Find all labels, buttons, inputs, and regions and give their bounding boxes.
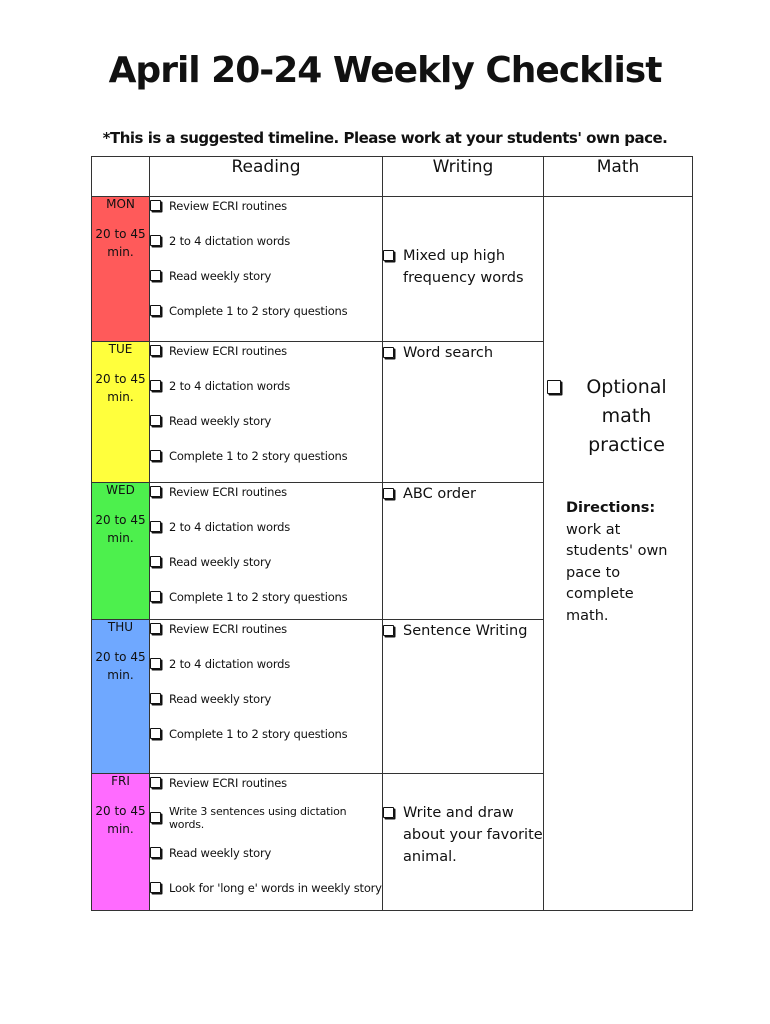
checklist-item[interactable]: ABC order [383, 483, 543, 505]
checkbox-icon[interactable] [383, 347, 394, 358]
checkbox-icon[interactable] [150, 235, 161, 246]
checklist-item[interactable]: Write 3 sentences using dictation words. [150, 800, 382, 835]
checkbox-icon[interactable] [547, 380, 561, 394]
checklist-item[interactable]: 2 to 4 dictation words [150, 509, 382, 544]
checklist-item[interactable]: 2 to 4 dictation words [150, 223, 382, 258]
checkbox-icon[interactable] [150, 380, 161, 391]
checklist-item[interactable]: Read weekly story [150, 258, 382, 293]
page-title: April 20-24 Weekly Checklist [108, 50, 662, 91]
checkbox-icon[interactable] [150, 658, 161, 669]
checklist-table [91, 156, 693, 911]
checklist-item[interactable]: Complete 1 to 2 story questions [150, 438, 382, 473]
directions-label: Directions: [566, 500, 656, 516]
day-name: TUE [108, 342, 133, 356]
checklist-item[interactable]: Review ECRI routines [150, 333, 382, 368]
reading-cell-mon [150, 197, 383, 342]
checklist-item[interactable]: Complete 1 to 2 story questions [150, 716, 382, 751]
day-time: 20 to 45 min. [95, 804, 146, 836]
checkbox-icon[interactable] [150, 486, 161, 497]
reading-cell-fri [150, 774, 383, 911]
checklist-item[interactable]: Read weekly story [150, 403, 382, 438]
corner-cell [92, 157, 150, 197]
day-name: MON [106, 197, 135, 211]
column-header-reading: Reading [150, 157, 383, 197]
checkbox-icon[interactable] [383, 250, 394, 261]
day-time: 20 to 45 min. [95, 650, 146, 682]
checkbox-icon[interactable] [150, 521, 161, 532]
checkbox-icon[interactable] [150, 812, 161, 823]
day-name: WED [106, 483, 135, 497]
day-name: FRI [111, 774, 130, 788]
day-time: 20 to 45 min. [95, 227, 146, 259]
checkbox-icon[interactable] [150, 345, 161, 356]
checkbox-icon[interactable] [150, 777, 161, 788]
checklist-item[interactable]: Review ECRI routines [150, 611, 382, 646]
checkbox-icon[interactable] [150, 556, 161, 567]
checkbox-icon[interactable] [150, 591, 161, 602]
page-subtitle: *This is a suggested timeline. Please work at your students' own pace. [102, 129, 668, 147]
checkbox-icon[interactable] [150, 728, 161, 739]
math-directions [544, 460, 692, 627]
writing-cell-mon [383, 197, 544, 342]
checkbox-icon[interactable] [150, 415, 161, 426]
day-cell-thu [92, 620, 150, 774]
checkbox-icon[interactable] [383, 625, 394, 636]
directions-text: work at students' own pace to complete math. [566, 521, 668, 624]
day-time: 20 to 45 min. [95, 513, 146, 545]
checkbox-icon[interactable] [150, 882, 161, 893]
reading-cell-thu [150, 620, 383, 774]
checklist-item[interactable]: Read weekly story [150, 544, 382, 579]
checklist-item[interactable]: Read weekly story [150, 681, 382, 716]
checklist-item[interactable]: Word search [383, 342, 543, 364]
math-option-label: Optional math practice [586, 376, 667, 456]
checklist-item[interactable]: 2 to 4 dictation words [150, 646, 382, 681]
checklist-item[interactable]: Mixed up high frequency words [383, 245, 543, 289]
day-time: 20 to 45 min. [95, 372, 146, 404]
writing-cell-tue [383, 342, 544, 483]
day-name: THU [107, 620, 134, 634]
checkbox-icon[interactable] [150, 270, 161, 281]
day-row-mon [92, 197, 693, 342]
checkbox-icon[interactable] [150, 450, 161, 461]
writing-cell-thu [383, 620, 544, 774]
checklist-item[interactable]: Complete 1 to 2 story questions [150, 579, 382, 614]
checkbox-icon[interactable] [150, 623, 161, 634]
checkbox-icon[interactable] [150, 693, 161, 704]
checklist-item[interactable]: 2 to 4 dictation words [150, 368, 382, 403]
checkbox-icon[interactable] [150, 305, 161, 316]
column-header-writing: Writing [383, 157, 544, 197]
checklist-item[interactable]: Review ECRI routines [150, 765, 382, 800]
day-cell-wed [92, 483, 150, 620]
math-option-item[interactable] [544, 373, 692, 460]
checklist-item[interactable]: Read weekly story [150, 835, 382, 870]
column-header-math: Math [544, 157, 693, 197]
checkbox-icon[interactable] [383, 488, 394, 499]
day-cell-tue [92, 342, 150, 483]
checkbox-icon[interactable] [150, 847, 161, 858]
checkbox-icon[interactable] [383, 807, 394, 818]
checkbox-icon[interactable] [150, 200, 161, 211]
math-cell [544, 197, 693, 911]
checklist-item[interactable]: Review ECRI routines [150, 474, 382, 509]
checklist-item[interactable]: Look for 'long e' words in weekly story [150, 870, 382, 905]
checklist-item[interactable]: Complete 1 to 2 story questions [150, 293, 382, 328]
reading-cell-tue [150, 342, 383, 483]
writing-cell-fri [383, 774, 544, 911]
checklist-item[interactable]: Review ECRI routines [150, 188, 382, 223]
writing-cell-wed [383, 483, 544, 620]
checklist-item[interactable]: Sentence Writing [383, 620, 543, 642]
day-cell-fri [92, 774, 150, 911]
day-cell-mon [92, 197, 150, 342]
checklist-item[interactable]: Write and draw about your favorite animal. [383, 802, 543, 868]
reading-cell-wed [150, 483, 383, 620]
